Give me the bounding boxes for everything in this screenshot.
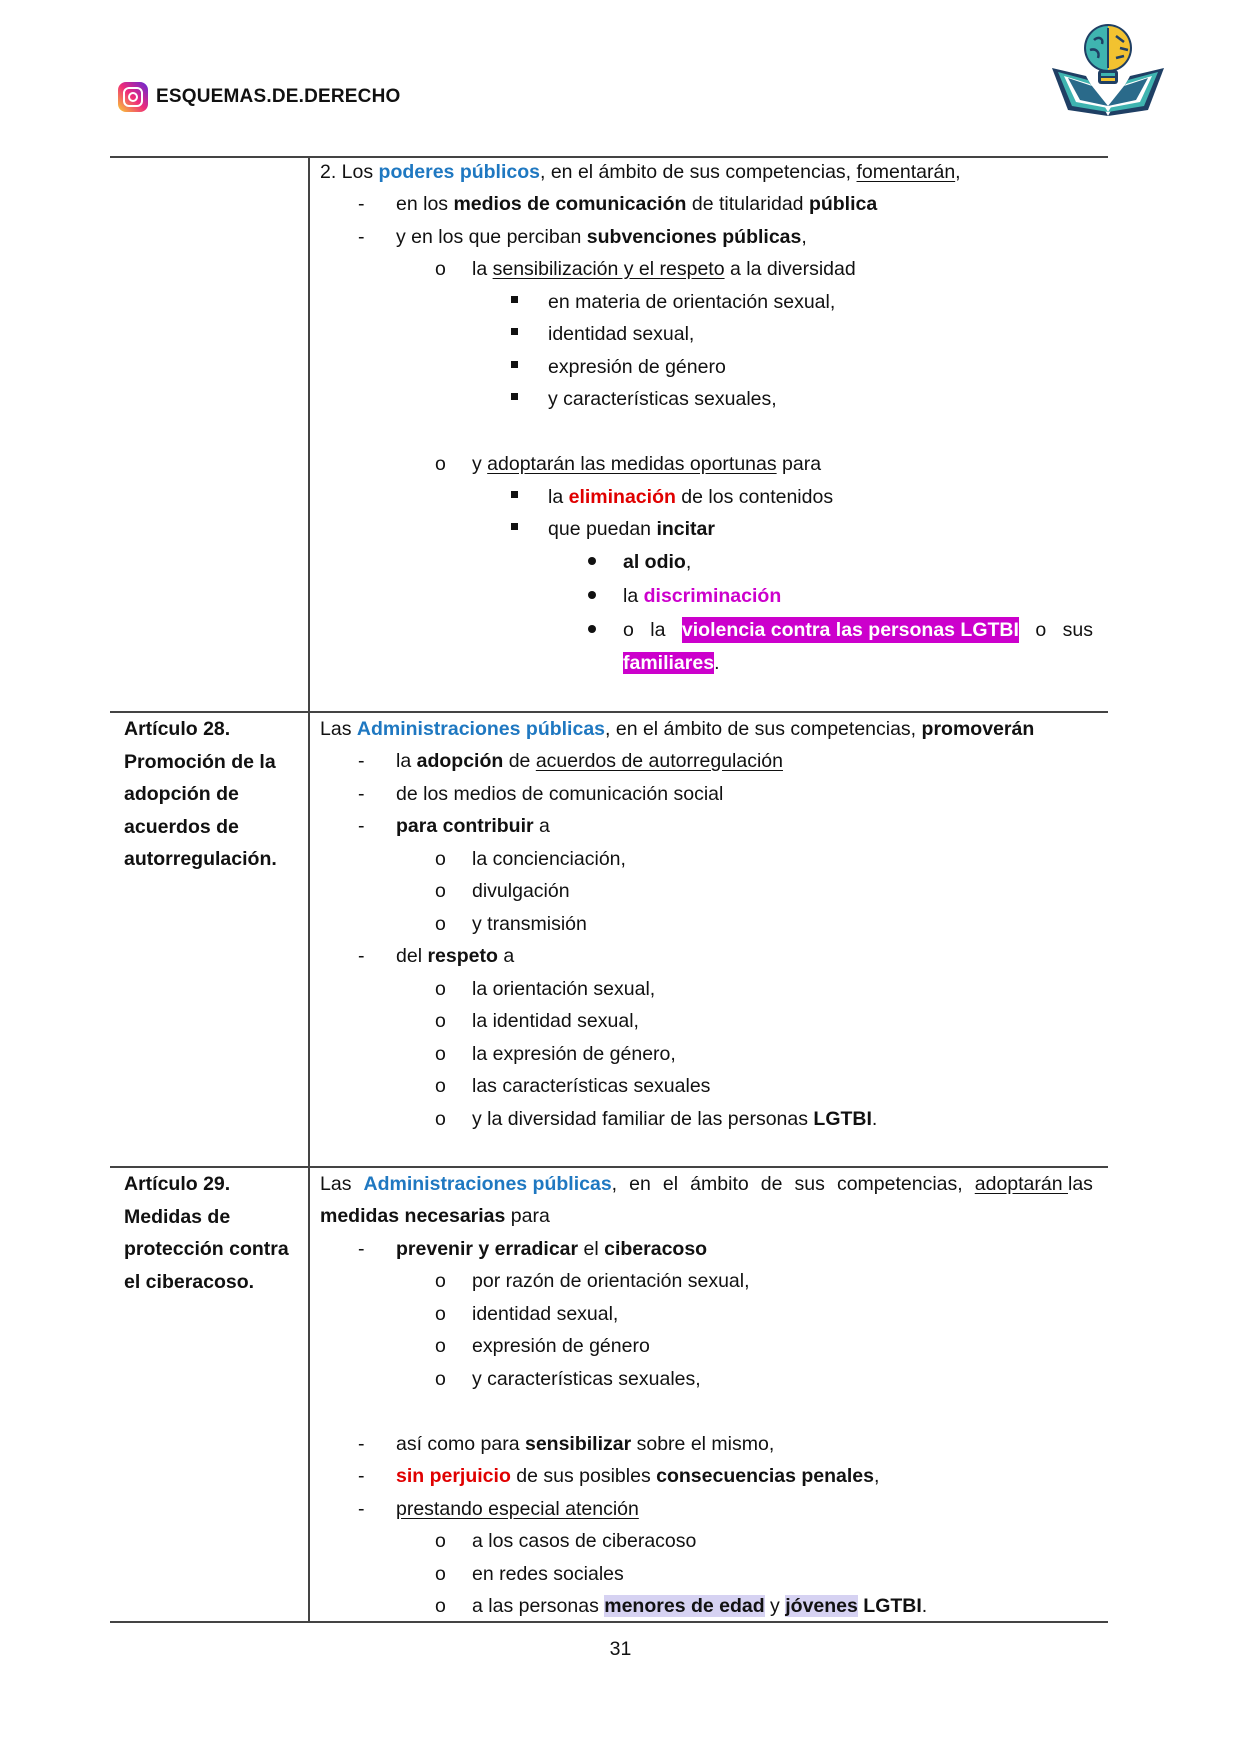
article-29-title: Artículo 29. Medidas de protección contra el ciberacoso.: [124, 1173, 289, 1293]
list-item: y transmisión: [472, 913, 587, 935]
dash-bullet: -: [358, 783, 365, 805]
dash-bullet: -: [358, 226, 365, 248]
list-item: y características sexuales,: [548, 388, 777, 410]
article-27-intro: 2. Los poderes públicos, en el ámbito de sus competencias, fomentarán,: [320, 161, 961, 183]
circle-bullet: o: [435, 1595, 446, 1617]
list-item: expresión de género: [548, 356, 726, 378]
list-item: expresión de género: [472, 1335, 650, 1357]
dash-bullet: -: [358, 1465, 365, 1487]
circle-bullet: o: [435, 913, 446, 935]
list-item: al odio,: [623, 551, 692, 573]
list-item: para contribuir a: [396, 815, 550, 837]
circle-bullet: o: [435, 978, 446, 1000]
circle-bullet: o: [435, 258, 446, 280]
dash-bullet: -: [358, 750, 365, 772]
list-item: la orientación sexual,: [472, 978, 656, 1000]
circle-bullet: o: [435, 1075, 446, 1097]
list-item: por razón de orientación sexual,: [472, 1270, 750, 1292]
circle-bullet: o: [435, 1563, 446, 1585]
square-bullet: [511, 393, 518, 400]
article-29-intro: Las Administraciones públicas, en el ámbito de sus competencias, adoptarán las: [320, 1173, 1093, 1195]
circle-bullet: o: [435, 848, 446, 870]
column-divider: [308, 156, 310, 1622]
circle-bullet: o: [435, 1335, 446, 1357]
dash-bullet: -: [358, 193, 365, 215]
list-item: la identidad sexual,: [472, 1010, 639, 1032]
square-bullet: [511, 296, 518, 303]
list-item: a los casos de ciberacoso: [472, 1530, 697, 1552]
brain-lightbulb-book-icon: [1046, 20, 1170, 128]
list-item: del respeto a: [396, 945, 515, 967]
list-item: a las personas menores de edad y jóvenes LGTBI.: [472, 1595, 928, 1617]
list-item: la adopción de acuerdos de autorregulación: [396, 750, 783, 772]
list-item: sin perjuicio de sus posibles consecuencias penales,: [396, 1465, 880, 1487]
circle-bullet: o: [435, 1530, 446, 1552]
circle-bullet: o: [435, 1368, 446, 1390]
square-bullet: [511, 361, 518, 368]
list-item: de los medios de comunicación social: [396, 783, 724, 805]
list-item-continuation: familiares.: [623, 652, 720, 674]
list-item: y la diversidad familiar de las personas LGTBI.: [472, 1108, 878, 1130]
list-item: prevenir y erradicar el ciberacoso: [396, 1238, 708, 1260]
article-29-intro-continuation: medidas necesarias para: [320, 1205, 550, 1227]
list-item: las características sexuales: [472, 1075, 711, 1097]
dash-bullet: -: [358, 945, 365, 967]
dash-bullet: -: [358, 1433, 365, 1455]
list-item: identidad sexual,: [548, 323, 695, 345]
list-item: identidad sexual,: [472, 1303, 619, 1325]
round-bullet: [588, 625, 596, 633]
list-item: o la violencia contra las personas LGTBI o sus: [623, 619, 1093, 641]
square-bullet: [511, 523, 518, 530]
page-number: 31: [609, 1638, 632, 1660]
circle-bullet: o: [435, 880, 446, 902]
list-item: la eliminación de los contenidos: [548, 486, 834, 508]
list-item: la concienciación,: [472, 848, 626, 870]
list-item: la discriminación: [623, 585, 782, 607]
dash-bullet: -: [358, 1238, 365, 1260]
circle-bullet: o: [435, 453, 446, 475]
dash-bullet: -: [358, 1498, 365, 1520]
list-item: divulgación: [472, 880, 570, 902]
list-item: en materia de orientación sexual,: [548, 291, 836, 313]
list-item: en redes sociales: [472, 1563, 624, 1585]
list-item: en los medios de comunicación de titularidad pública: [396, 193, 878, 215]
article-28-intro: Las Administraciones públicas, en el ámbito de sus competencias, promoverán: [320, 718, 1035, 740]
list-item: así como para sensibilizar sobre el mismo,: [396, 1433, 775, 1455]
list-item: la sensibilización y el respeto a la diversidad: [472, 258, 856, 280]
brand-name: ESQUEMAS.DE.DERECHO: [156, 86, 401, 107]
article-28-title: Artículo 28. Promoción de la adopción de acuerdos de autorregulación.: [124, 718, 277, 871]
round-bullet: [588, 557, 596, 565]
square-bullet: [511, 491, 518, 498]
table-bottom-border: [110, 1621, 1108, 1623]
list-item: y adoptarán las medidas oportunas para: [472, 453, 822, 475]
circle-bullet: o: [435, 1010, 446, 1032]
list-item: la expresión de género,: [472, 1043, 676, 1065]
list-item: que puedan incitar: [548, 518, 715, 540]
dash-bullet: -: [358, 815, 365, 837]
round-bullet: [588, 591, 596, 599]
list-item: prestando especial atención: [396, 1498, 639, 1520]
list-item: y características sexuales,: [472, 1368, 701, 1390]
table-top-border: [110, 156, 1108, 158]
brand-header: [118, 80, 401, 114]
circle-bullet: o: [435, 1108, 446, 1130]
circle-bullet: o: [435, 1270, 446, 1292]
instagram-icon: [118, 82, 148, 112]
list-item: y en los que perciban subvenciones públicas,: [396, 226, 807, 248]
square-bullet: [511, 328, 518, 335]
circle-bullet: o: [435, 1303, 446, 1325]
circle-bullet: o: [435, 1043, 446, 1065]
